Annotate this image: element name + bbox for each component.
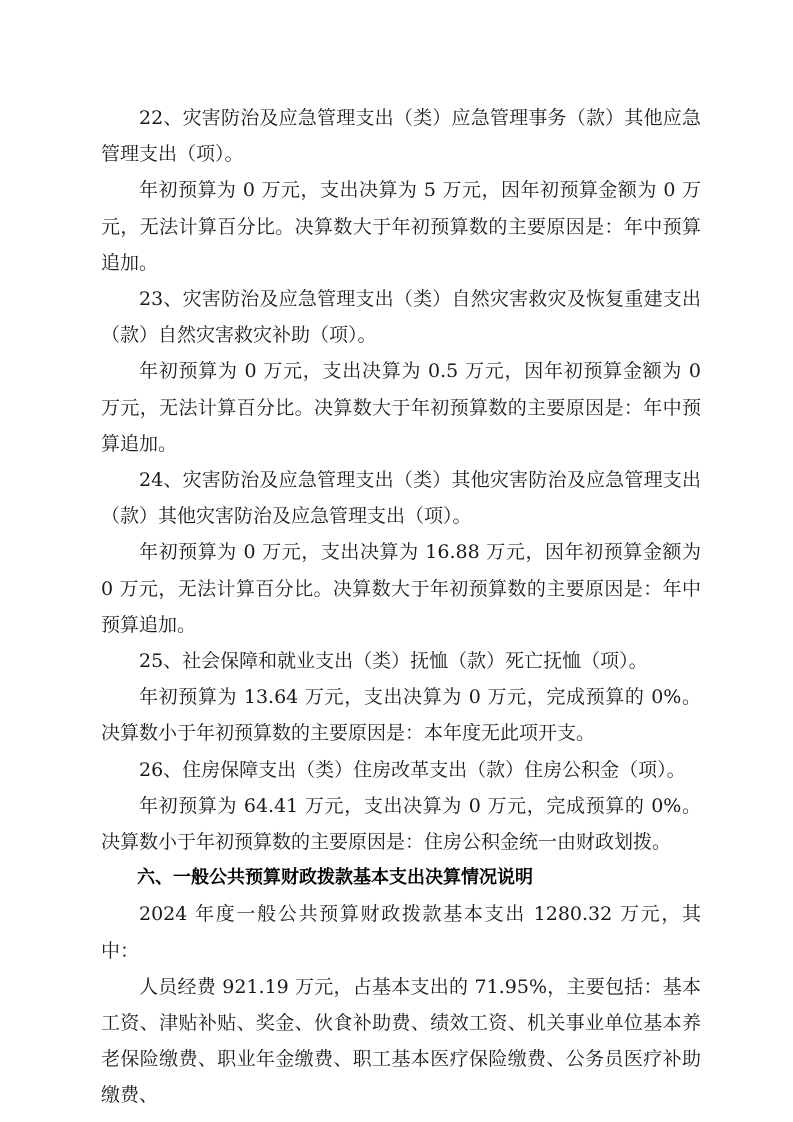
item-23-title: 23、灾害防治及应急管理支出（类）自然灾害救灾及恢复重建支出（款）自然灾害救灾补助（项）。 <box>101 288 701 347</box>
section-heading: 六、一般公共预算财政拨款基本支出决算情况说明 <box>137 867 533 889</box>
basic-expenditure-summary: 2024 年度一般公共预算财政拨款基本支出 1280.32 万元，其中： <box>101 903 701 962</box>
item-23-body: 年初预算为 0 万元，支出决算为 0.5 万元，因年初预算金额为 0 万元，无法计算百分比。决算数大于年初预算数的主要原因是：年中预算追加。 <box>101 360 701 455</box>
item-24-body: 年初预算为 0 万元，支出决算为 16.88 万元，因年初预算金额为 0 万元，无法计算百分比。决算数大于年初预算数的主要原因是：年中预算追加。 <box>101 541 701 636</box>
item-24-title: 24、灾害防治及应急管理支出（类）其他灾害防治及应急管理支出（款）其他灾害防治及应急管理支出（项）。 <box>101 469 701 528</box>
item-26-title: 26、住房保障支出（类）住房改革支出（款）住房公积金（项）。 <box>139 758 686 781</box>
personnel-expenditure-detail: 人员经费 921.19 万元，占基本支出的 71.95%，主要包括：基本工资、津贴补贴、奖金、伙食补助费、绩效工资、机关事业单位基本养老保险缴费、职业年金缴费、职工基本医疗保险缴费、公务员医疗补助缴费、 <box>101 975 701 1107</box>
item-25-body: 年初预算为 13.64 万元，支出决算为 0 万元，完成预算的 0%。决算数小于年初预算数的主要原因是：本年度无此项开支。 <box>101 686 701 745</box>
document-page <box>101 100 701 1114</box>
item-26-body: 年初预算为 64.41 万元，支出决算为 0 万元，完成预算的 0%。决算数小于年初预算数的主要原因是：住房公积金统一由财政划拨。 <box>101 794 701 854</box>
item-25-title: 25、社会保障和就业支出（类）抚恤（款）死亡抚恤（项）。 <box>139 650 648 673</box>
item-22-body: 年初预算为 0 万元，支出决算为 5 万元，因年初预算金额为 0 万元，无法计算百分比。决算数大于年初预算数的主要原因是：年中预算追加。 <box>101 179 701 274</box>
item-22-title: 22、灾害防治及应急管理支出（类）应急管理事务（款）其他应急管理支出（项）。 <box>101 107 701 166</box>
